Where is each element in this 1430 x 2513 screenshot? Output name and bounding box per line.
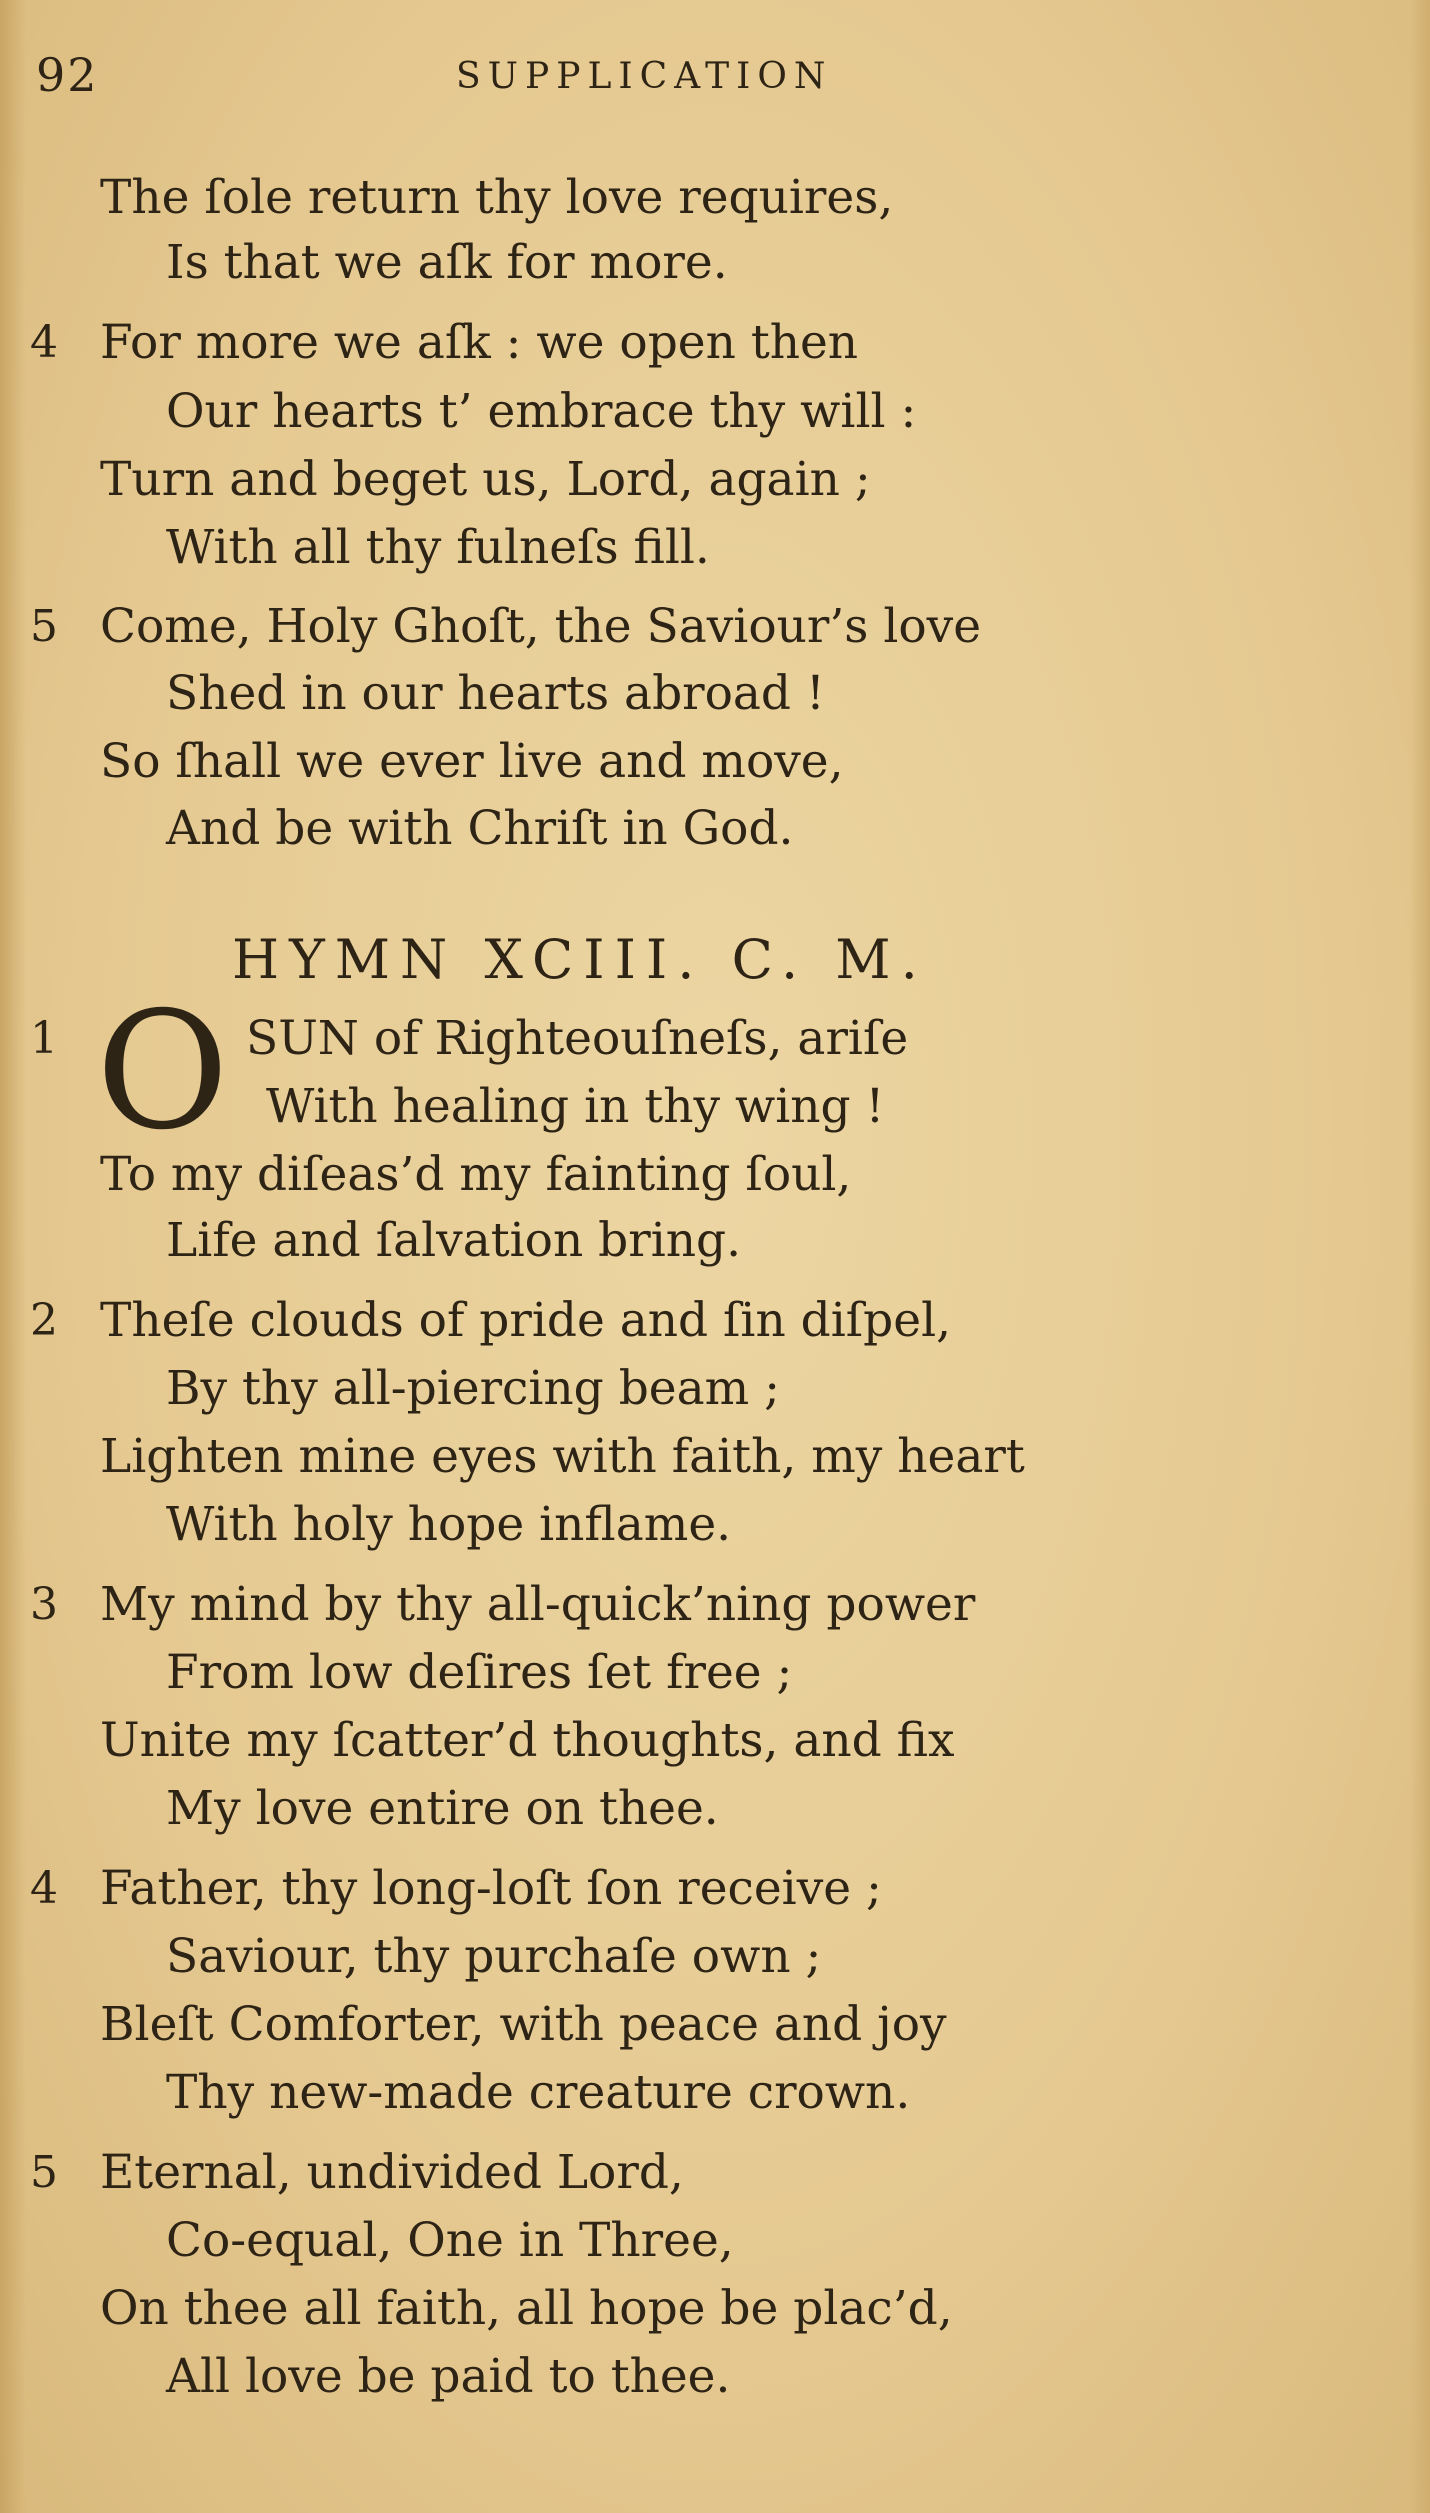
stanza-line: Thy new-made creature crown. — [166, 2065, 911, 2120]
stanza-line: Shed in our hearts abroad ! — [166, 666, 825, 721]
stanza-line: With holy hope inflame. — [166, 1497, 732, 1552]
stanza-line: Come, Holy Ghoſt, the Saviour’s love — [100, 599, 982, 654]
stanza-line: Eternal, undivided Lord, — [100, 2145, 684, 2200]
stanza-line: So ſhall we ever live and move, — [100, 734, 844, 789]
hymn-title: HYMN XCIII. C. M. — [232, 928, 928, 991]
verse-number: 1 — [30, 1013, 58, 1064]
stanza-line: SUN of Righteouſneſs, ariſe — [246, 1011, 909, 1066]
stanza-line: With all thy fulneſs fill. — [166, 520, 710, 575]
running-title: SUPPLICATION — [456, 56, 833, 97]
verse-number: 3 — [30, 1579, 58, 1630]
running-head — [36, 48, 1396, 108]
page-edge-shadow — [1410, 0, 1430, 2513]
stanza-line: Lighten mine eyes with faith, my heart — [100, 1429, 1025, 1484]
stanza-line: Bleſt Comforter, with peace and joy — [100, 1997, 947, 2052]
stanza-line: The ſole return thy love requires, — [100, 170, 894, 225]
stanza-line: Theſe clouds of pride and ſin diſpel, — [100, 1293, 952, 1348]
stanza-line: For more we aſk : we open then — [100, 315, 859, 370]
verse-number: 5 — [30, 2147, 58, 2198]
verse-number: 4 — [30, 317, 58, 368]
stanza-line: Saviour, thy purchaſe own ; — [166, 1929, 822, 1984]
page-number: 92 — [36, 48, 99, 102]
stanza-line: My love entire on thee. — [166, 1781, 719, 1836]
verse-number: 5 — [30, 601, 58, 652]
stanza-line: On thee all faith, all hope be plac’d, — [100, 2281, 953, 2336]
stanza-line: To my diſeas’d my fainting ſoul, — [100, 1147, 852, 1202]
stanza-line: Our hearts t’ embrace thy will : — [166, 384, 917, 439]
stanza-line: All love be paid to thee. — [166, 2349, 731, 2404]
page-gutter-shadow — [0, 0, 26, 2513]
stanza-line: Unite my ſcatter’d thoughts, and fix — [100, 1713, 955, 1768]
stanza-line: By thy all-piercing beam ; — [166, 1361, 780, 1416]
stanza-line: Life and ſalvation bring. — [166, 1213, 742, 1268]
stanza-line: My mind by thy all-quick’ning power — [100, 1577, 976, 1632]
stanza-line: And be with Chriſt in God. — [166, 801, 794, 856]
verse-number: 2 — [30, 1295, 58, 1346]
drop-cap: O — [96, 978, 229, 1166]
stanza-line: Co-equal, One in Three, — [166, 2213, 734, 2268]
verse-number: 4 — [30, 1863, 58, 1914]
stanza-line: With healing in thy wing ! — [266, 1079, 885, 1134]
stanza-line: Turn and beget us, Lord, again ; — [100, 452, 871, 507]
stanza-line: Father, thy long-loſt ſon receive ; — [100, 1861, 882, 1916]
stanza-line: From low deſires ſet free ; — [166, 1645, 793, 1700]
stanza-line: Is that we aſk for more. — [166, 235, 728, 290]
